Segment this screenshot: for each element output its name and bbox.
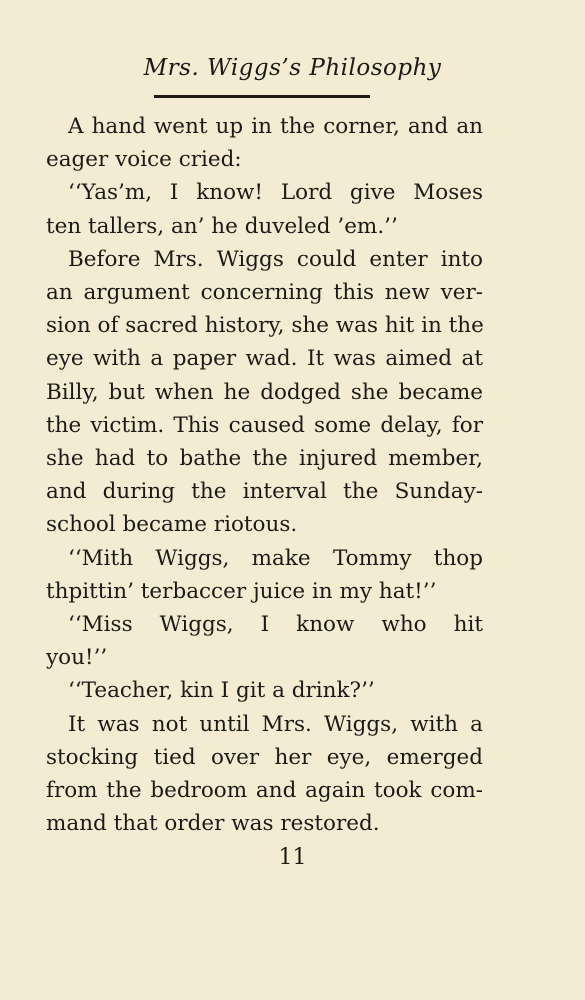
page-number: 11 (278, 845, 307, 870)
text-line: It was not until Mrs. Wiggs, with a (68, 711, 483, 737)
text-line: Before Mrs. Wiggs could enter into (68, 246, 483, 272)
running-head: Mrs. Wiggs’s Philosophy (143, 55, 442, 81)
text-line: stocking tied over her eye, emerged (46, 744, 483, 770)
text-line: thpittin’ terbaccer juice in my hat!’’ (46, 578, 437, 604)
text-line: ‘‘Yas’m, I know! Lord give Moses (68, 180, 483, 206)
text-line: eye with a paper wad. It was aimed at (46, 346, 483, 372)
body-text (46, 110, 483, 840)
text-line: you!’’ (46, 645, 108, 671)
text-line: an argument concerning this new ver- (46, 280, 483, 306)
text-line: ‘‘Miss Wiggs, I know who hit (68, 612, 483, 638)
text-line: school became riotous. (46, 512, 298, 538)
text-line: mand that order was restored. (46, 811, 380, 837)
text-line: and during the interval the Sunday- (46, 479, 483, 505)
text-line: the victim. This caused some delay, for (46, 412, 483, 438)
text-line: ‘‘Teacher, kin I git a drink?’’ (68, 678, 375, 704)
text-line: sion of sacred history, she was hit in the (46, 313, 484, 339)
text-line: she had to bathe the injured member, (46, 446, 483, 472)
text-line: ten tallers, an’ he duveled ’em.’’ (46, 213, 398, 239)
text-line: Billy, but when he dodged she became (46, 379, 483, 405)
text-line: ‘‘Mith Wiggs, make Tommy thop (68, 545, 483, 571)
text-line: eager voice cried: (46, 147, 242, 173)
text-line: A hand went up in the corner, and an (68, 114, 483, 139)
header-rule (154, 95, 370, 98)
text-line: from the bedroom and again took com- (46, 778, 483, 804)
